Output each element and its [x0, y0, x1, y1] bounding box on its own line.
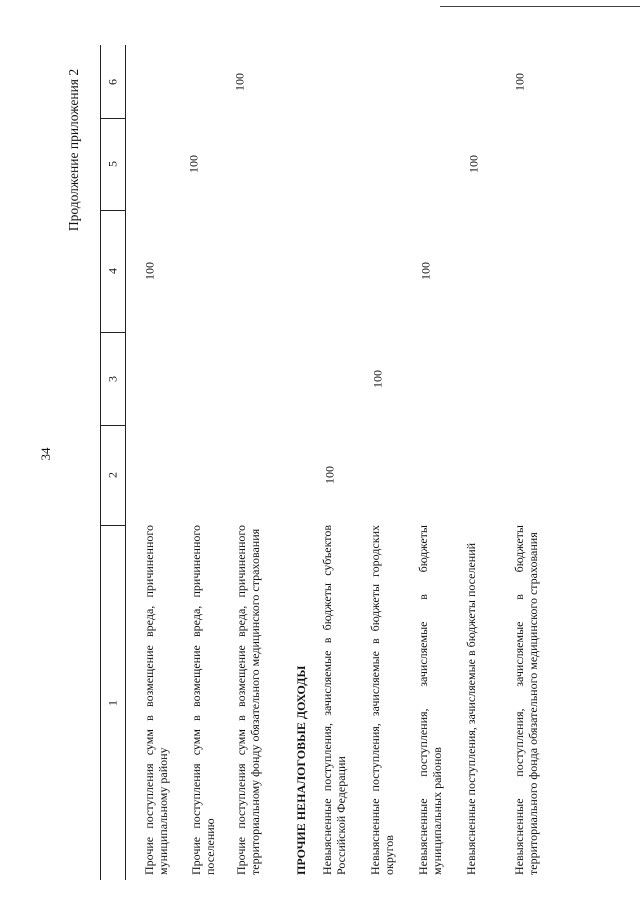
column-header-2: 2 — [105, 472, 119, 478]
revenue-table — [100, 45, 630, 880]
row-value: 100 — [142, 262, 157, 280]
table-row — [320, 525, 350, 875]
row-value: 100 — [186, 155, 201, 173]
section-heading — [294, 525, 310, 875]
row-label: Невыясненные поступления, зачисляемые в бюджеты территориального фонда обязательного медицинского страхования — [512, 525, 540, 875]
row-label: Прочие поступления сумм в возмещение вреда, причиненного поселению — [189, 525, 217, 875]
row-label: Невыясненные поступления, зачисляемые в бюджеты городских округов — [368, 525, 396, 875]
table-row — [368, 525, 398, 875]
column-header-5: 5 — [105, 161, 119, 167]
table-line-header — [125, 45, 126, 880]
section-heading-text: ПРОЧИЕ НЕНАЛОГОВЫЕ ДОХОДЫ — [294, 665, 308, 875]
row-value: 100 — [232, 72, 247, 91]
row-label: Невыясненные поступления, зачисляемые в бюджеты поселений — [464, 542, 478, 875]
table-row — [512, 525, 556, 875]
column-header-1: 1 — [105, 699, 119, 706]
row-value: 100 — [466, 155, 481, 173]
top-rule — [440, 6, 640, 7]
table-row — [234, 525, 278, 875]
row-label: Невыясненные поступления, зачисляемые в бюджеты субъектов Российской Федерации — [320, 525, 348, 875]
table-row — [142, 525, 172, 875]
row-label: Невыясненные поступления, зачисляемые в бюджеты муниципальных районов — [416, 525, 444, 875]
column-header-6: 6 — [105, 78, 119, 85]
continuation-title-text: Продолжение приложения 2 — [66, 68, 81, 232]
row-label: Прочие поступления сумм в возмещение вреда, причиненного территориальному фонду обязательного медицинского страхования — [234, 525, 262, 875]
table-row — [416, 525, 446, 875]
table-row — [189, 525, 219, 875]
page-number — [36, 444, 56, 464]
row-value: 100 — [322, 466, 337, 484]
row-value: 100 — [512, 72, 527, 91]
column-header-4: 4 — [105, 268, 119, 274]
column-header-3: 3 — [105, 375, 119, 382]
page-number-text: 34 — [38, 447, 53, 461]
table-row — [464, 525, 494, 875]
row-value: 100 — [370, 369, 385, 388]
continuation-title — [64, 0, 84, 300]
row-label: Прочие поступления сумм в возмещение вреда, причиненного муниципальному району — [142, 525, 170, 875]
row-value: 100 — [418, 262, 433, 280]
